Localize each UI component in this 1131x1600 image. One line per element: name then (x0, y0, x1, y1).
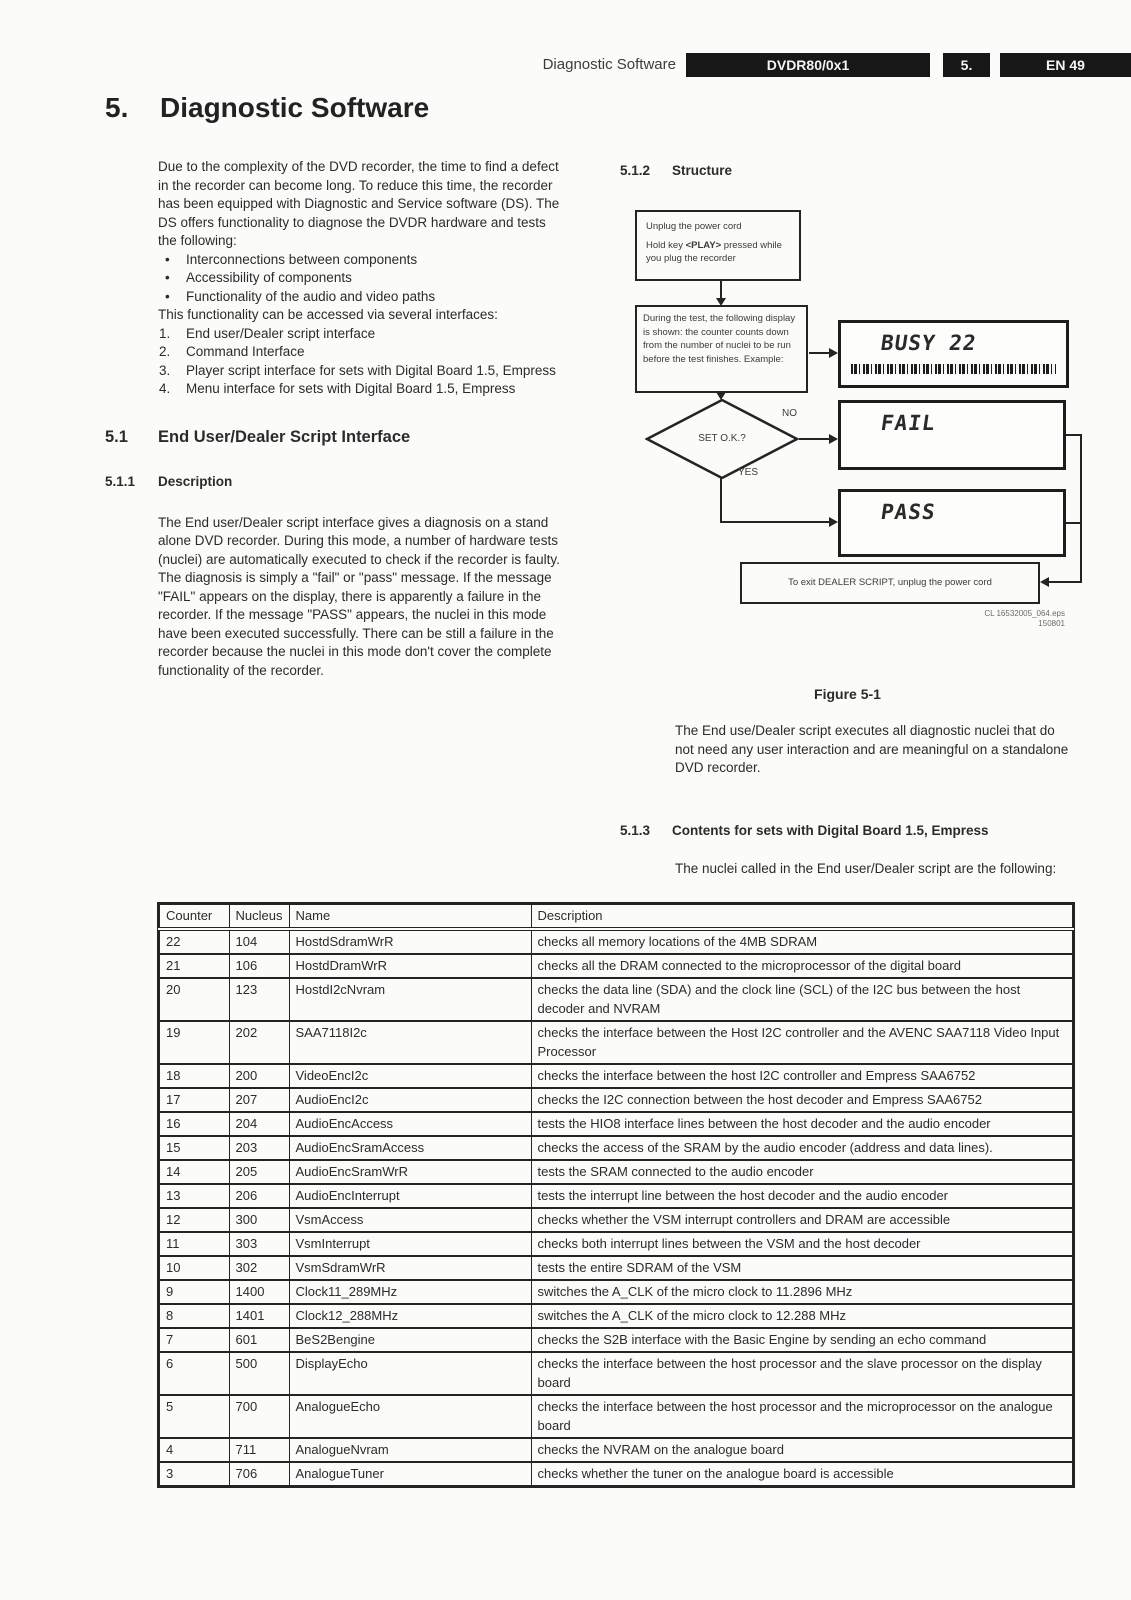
table-row (159, 1256, 1073, 1280)
table-row (159, 1184, 1073, 1208)
list-item: • Interconnections between components (158, 251, 565, 270)
table-row (159, 1064, 1073, 1088)
cell-name: HostdI2cNvram (289, 978, 531, 1021)
cell-counter: 10 (159, 1256, 229, 1280)
chapter-title-text: Diagnostic Software (160, 92, 430, 123)
section-5-1-heading (105, 428, 565, 447)
cell-name: AudioEncSramAccess (289, 1136, 531, 1160)
arrow-right-icon (829, 517, 838, 527)
cell-nucleus: 207 (229, 1088, 289, 1112)
cell-nucleus: 300 (229, 1208, 289, 1232)
cell-description: checks the data line (SDA) and the clock line (SCL) of the I2C bus between the host decoder and NVRAM (531, 978, 1073, 1021)
cell-nucleus: 1401 (229, 1304, 289, 1328)
cell-counter: 16 (159, 1112, 229, 1136)
cell-nucleus: 104 (229, 929, 289, 954)
cell-counter: 5 (159, 1395, 229, 1438)
yes-branch-label: YES (738, 467, 759, 478)
cell-nucleus: 202 (229, 1021, 289, 1064)
figure-eps-reference (865, 609, 1065, 629)
cell-name: VsmSdramWrR (289, 1256, 531, 1280)
cell-name: VideoEncI2c (289, 1064, 531, 1088)
decision-label: SET O.K.? (698, 432, 746, 444)
table-row (159, 1136, 1073, 1160)
decision-diamond (645, 399, 799, 479)
cell-description: checks the I2C connection between the host decoder and Empress SAA6752 (531, 1088, 1073, 1112)
connector-line (720, 521, 830, 523)
cell-counter: 22 (159, 929, 229, 954)
section-5-1-title: End User/Dealer Script Interface (158, 427, 411, 446)
play-key-label: <PLAY> (685, 240, 722, 251)
list-item: Command Interface (186, 344, 305, 359)
cell-counter: 20 (159, 978, 229, 1021)
connector-line (809, 352, 830, 354)
connector-line (720, 281, 722, 299)
chapter-title (105, 92, 429, 124)
cell-nucleus: 106 (229, 954, 289, 978)
cell-name: AudioEncAccess (289, 1112, 531, 1136)
cell-nucleus: 1400 (229, 1280, 289, 1304)
connector-line (1049, 581, 1082, 583)
cell-description: checks all memory locations of the 4MB SDRAM (531, 929, 1073, 954)
cell-nucleus: 203 (229, 1136, 289, 1160)
table-row (159, 929, 1073, 954)
header-nucleus: Nucleus (229, 904, 289, 929)
cell-description: checks the interface between the host processor and the slave processor on the display board (531, 1352, 1073, 1395)
cell-counter: 9 (159, 1280, 229, 1304)
cell-description: checks the interface between the Host I2C controller and the AVENC SAA7118 Video Input Processor (531, 1021, 1073, 1064)
cell-description: switches the A_CLK of the micro clock to 12.288 MHz (531, 1304, 1073, 1328)
cell-name: AudioEncSramWrR (289, 1160, 531, 1184)
table-row (159, 1352, 1073, 1395)
cell-description: checks the S2B interface with the Basic Engine by sending an echo command (531, 1328, 1073, 1352)
cell-counter: 17 (159, 1088, 229, 1112)
connector-line (1080, 434, 1082, 583)
cell-nucleus: 200 (229, 1064, 289, 1088)
chapter-number: 5. (105, 92, 129, 123)
flowchart-exit-box: To exit DEALER SCRIPT, unplug the power cord (740, 562, 1040, 604)
section-5-1-2-heading (620, 162, 1090, 181)
arrow-right-icon (829, 434, 838, 444)
cell-description: tests the SRAM connected to the audio encoder (531, 1160, 1073, 1184)
interface-list (158, 325, 565, 399)
cell-description: checks the interface between the host processor and the microprocessor on the analogue board (531, 1395, 1073, 1438)
section-5-1-3-paragraph: The nuclei called in the End user/Dealer script are the following: (675, 860, 1057, 876)
cell-counter: 18 (159, 1064, 229, 1088)
cell-counter: 8 (159, 1304, 229, 1328)
cell-name: VsmAccess (289, 1208, 531, 1232)
table-row (159, 1208, 1073, 1232)
cell-name: HostdDramWrR (289, 954, 531, 978)
list-item: • Accessibility of components (158, 269, 565, 288)
cell-name: AnalogueNvram (289, 1438, 531, 1462)
connector-line (799, 438, 830, 440)
cell-description: switches the A_CLK of the micro clock to 11.2896 MHz (531, 1280, 1073, 1304)
table-row (159, 1462, 1073, 1486)
section-5-1-2-number: 5.1.2 (620, 163, 651, 178)
cell-description: checks the NVRAM on the analogue board (531, 1438, 1073, 1462)
section-5-1-1-heading (105, 473, 565, 492)
fail-display (838, 400, 1066, 470)
cell-description: checks the access of the SRAM by the audio encoder (address and data lines). (531, 1136, 1073, 1160)
eps-date: 150801 (1038, 619, 1065, 628)
fail-display-text: FAIL (879, 411, 938, 435)
list-item: Menu interface for sets with Digital Board 1.5, Empress (186, 381, 516, 396)
cell-nucleus: 711 (229, 1438, 289, 1462)
cell-description: checks both interrupt lines between the VSM and the host decoder (531, 1232, 1073, 1256)
cell-counter: 6 (159, 1352, 229, 1395)
nuclei-table (158, 903, 1074, 1487)
cell-nucleus: 706 (229, 1462, 289, 1486)
pass-display-text: PASS (879, 500, 938, 524)
cell-name: DisplayEcho (289, 1352, 531, 1395)
cell-description: tests the HIO8 interface lines between the host decoder and the audio encoder (531, 1112, 1073, 1136)
cell-name: Clock11_289MHz (289, 1280, 531, 1304)
table-row (159, 1395, 1073, 1438)
header-model-badge: DVDR80/0x1 (686, 53, 930, 77)
cell-counter: 4 (159, 1438, 229, 1462)
no-branch-label: NO (782, 408, 797, 419)
cell-name: AnalogueTuner (289, 1462, 531, 1486)
table-row (159, 1021, 1073, 1064)
cell-description: checks whether the tuner on the analogue board is accessible (531, 1462, 1073, 1486)
arrow-left-icon (1040, 577, 1049, 587)
cell-description: tests the interrupt line between the host decoder and the audio encoder (531, 1184, 1073, 1208)
cell-nucleus: 303 (229, 1232, 289, 1256)
flowchart-figure (620, 202, 1090, 634)
section-5-1-number: 5.1 (105, 427, 128, 446)
cell-counter: 12 (159, 1208, 229, 1232)
cell-counter: 15 (159, 1136, 229, 1160)
flowchart-test-box: During the test, the following display is shown: the counter counts down from the number of nuclei to be run before the test finishes. Example: (635, 305, 808, 393)
cell-counter: 7 (159, 1328, 229, 1352)
cell-name: VsmInterrupt (289, 1232, 531, 1256)
cell-counter: 3 (159, 1462, 229, 1486)
table-row (159, 1232, 1073, 1256)
flowchart-start-box (635, 210, 801, 281)
progress-bar-icon (851, 364, 1056, 374)
list-item: • Functionality of the audio and video paths (158, 288, 565, 307)
cell-name: BeS2Bengine (289, 1328, 531, 1352)
cell-name: AudioEncInterrupt (289, 1184, 531, 1208)
section-5-1-3-heading (620, 822, 1080, 841)
table-body (159, 929, 1073, 1486)
header-counter: Counter (159, 904, 229, 929)
table-row (159, 1328, 1073, 1352)
connector-line (720, 478, 722, 523)
table-row (159, 1088, 1073, 1112)
cell-nucleus: 302 (229, 1256, 289, 1280)
table-row (159, 1304, 1073, 1328)
pass-display (838, 489, 1066, 557)
header-description: Description (531, 904, 1073, 929)
intro-access-line: This functionality can be accessed via several interfaces: (158, 307, 498, 322)
table-row (159, 1160, 1073, 1184)
cell-name: Clock12_288MHz (289, 1304, 531, 1328)
cell-nucleus: 206 (229, 1184, 289, 1208)
section-5-1-2-title: Structure (672, 163, 733, 178)
table-row (159, 978, 1073, 1021)
table-row (159, 1280, 1073, 1304)
busy-display-text: BUSY 22 (879, 331, 979, 355)
page-header (0, 53, 1131, 77)
cell-nucleus: 700 (229, 1395, 289, 1438)
table-row (159, 954, 1073, 978)
intro-bullet-list (158, 251, 565, 307)
header-section-label: Diagnostic Software (542, 56, 676, 73)
section-5-1-3 (620, 822, 1080, 878)
cell-description: checks all the DRAM connected to the microprocessor of the digital board (531, 954, 1073, 978)
cell-counter: 14 (159, 1160, 229, 1184)
eps-filename: CL 16532005_064.eps (984, 609, 1065, 618)
header-page-badge: EN 49 (1000, 53, 1131, 77)
left-column (105, 158, 565, 680)
busy-display (838, 320, 1069, 388)
section-5-1-3-title: Contents for sets with Digital Board 1.5, Empress (672, 823, 989, 838)
list-item: Player script interface for sets with Digital Board 1.5, Empress (186, 362, 556, 378)
header-name: Name (289, 904, 531, 929)
cell-nucleus: 204 (229, 1112, 289, 1136)
table-row (159, 1112, 1073, 1136)
cell-nucleus: 601 (229, 1328, 289, 1352)
section-5-1-1-title: Description (158, 474, 233, 489)
section-5-1-1-number: 5.1.1 (105, 474, 136, 489)
cell-description: checks the interface between the host I2C controller and Empress SAA6752 (531, 1064, 1073, 1088)
cell-counter: 21 (159, 954, 229, 978)
table-row (159, 1438, 1073, 1462)
list-item: End user/Dealer script interface (186, 325, 376, 341)
cell-nucleus: 500 (229, 1352, 289, 1395)
cell-counter: 11 (159, 1232, 229, 1256)
cell-name: AnalogueEcho (289, 1395, 531, 1438)
cell-name: HostdSdramWrR (289, 929, 531, 954)
start-box-line2: Hold key <PLAY> pressed while you plug the recorder (646, 240, 782, 264)
arrow-right-icon (829, 348, 838, 358)
description-paragraph: The End user/Dealer script interface gives a diagnosis on a stand alone DVD recorder. During this mode, a number of hardware tests (nuclei) are automatically executed to check if the recorder is faulty. The diagnosis is simply a "fail" or "pass" message. If the message "FAIL" appears on the display, there is apparently a failure in the recorder. If the message "PASS" appears, the nuclei in this mode have been executed successfully. There can be still a failure in the recorder because the nuclei in this mode don't cover the complete functionality of the recorder. (158, 514, 560, 678)
header-chapter-badge: 5. (943, 53, 990, 77)
cell-description: tests the entire SDRAM of the VSM (531, 1256, 1073, 1280)
cell-counter: 19 (159, 1021, 229, 1064)
cell-counter: 13 (159, 1184, 229, 1208)
cell-name: AudioEncI2c (289, 1088, 531, 1112)
intro-paragraph: Due to the complexity of the DVD recorder, the time to find a defect in the recorder can become long. To reduce this time, the recorder has been equipped with Diagnostic and Service software (DS). The DS offers functionality to diagnose the DVDR hardware and tests the following: (158, 159, 560, 248)
cell-nucleus: 205 (229, 1160, 289, 1184)
right-column (620, 162, 1090, 876)
figure-paragraph: The End use/Dealer script executes all diagnostic nuclei that do not need any user interaction and are meaningful on a standalone DVD recorder. (675, 723, 1069, 775)
cell-description: checks whether the VSM interrupt controllers and DRAM are accessible (531, 1208, 1073, 1232)
table-header-row (159, 904, 1073, 929)
cell-name: SAA7118I2c (289, 1021, 531, 1064)
start-box-line1: Unplug the power cord (646, 221, 742, 232)
cell-nucleus: 123 (229, 978, 289, 1021)
section-5-1-3-number: 5.1.3 (620, 823, 651, 838)
figure-caption: Figure 5-1 (814, 686, 881, 702)
